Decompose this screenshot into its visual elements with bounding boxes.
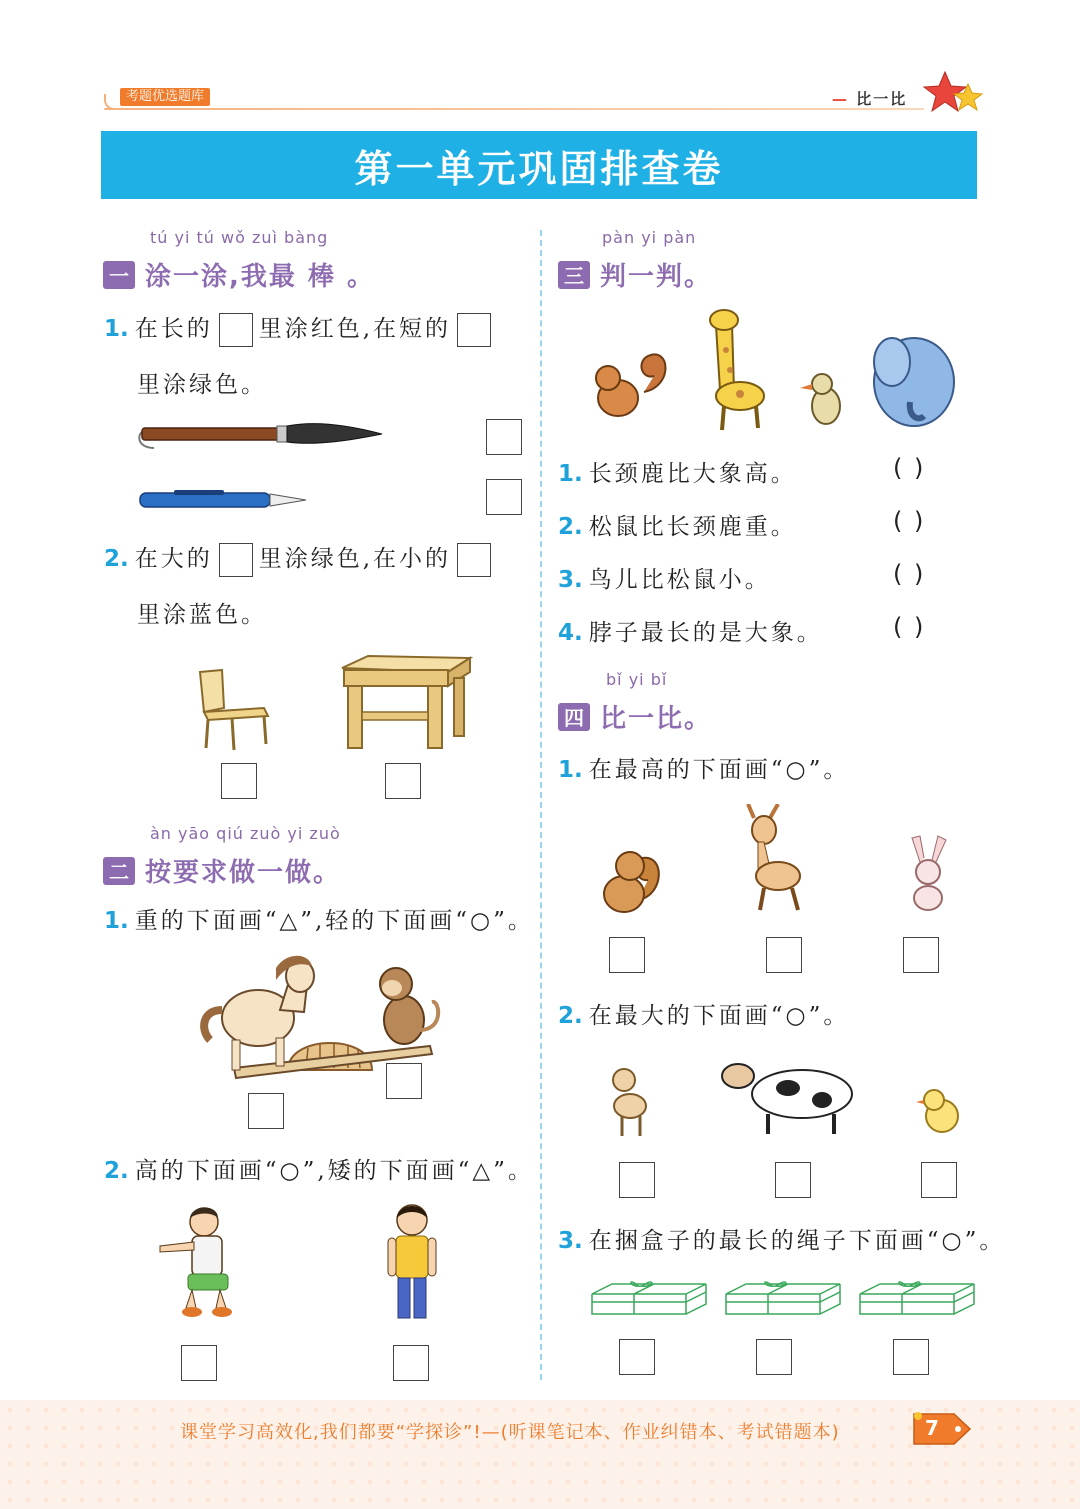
- section3-number: 三: [558, 261, 590, 289]
- answer-paren-2[interactable]: ( ): [893, 507, 926, 535]
- answer-box-monkey[interactable]: [386, 1063, 422, 1099]
- answer-box-deer[interactable]: [766, 937, 802, 973]
- section2-heading: [103, 852, 341, 889]
- s3-item-2-text: 松鼠比长颈鹿重。: [588, 514, 797, 540]
- answer-paren-4[interactable]: ( ): [893, 613, 926, 641]
- s3-item-2-number: 2.: [558, 514, 583, 540]
- section4-heading: [558, 698, 712, 735]
- header-right-text: 比一比: [856, 90, 908, 108]
- s4-q2-number: 2.: [558, 1003, 583, 1029]
- table-image: [338, 654, 474, 752]
- header-tag: 考题优选题库: [120, 88, 210, 106]
- s3-item-2: [558, 508, 797, 541]
- s2-q1-text: 重的下面画“△”,轻的下面画“○”。: [134, 908, 534, 934]
- gift-boxes-image: [588, 1274, 978, 1320]
- s3-item-4-text: 脖子最长的是大象。: [588, 620, 823, 646]
- section3-heading: [558, 256, 712, 293]
- answer-box-cow[interactable]: [775, 1162, 811, 1198]
- footer-slogan: 课堂学习高效化,我们都要“学探诊”!—(听课笔记本、作业纠错本、考试错题本): [180, 1422, 840, 1443]
- section2-pinyin: àn yāo qiú zuò yi zuò: [150, 824, 341, 843]
- s2-q2-number: 2.: [104, 1158, 129, 1184]
- chair-image: [192, 668, 272, 752]
- section4-pinyin: bǐ yi bǐ: [606, 670, 668, 689]
- s3-item-4: [558, 614, 823, 647]
- section4-label: 比一比。: [600, 704, 713, 734]
- s2-q1-number: 1.: [104, 908, 129, 934]
- s3-item-3-text: 鸟儿比松鼠小。: [588, 567, 771, 593]
- squatting-boy-image: [156, 1204, 236, 1322]
- s1-q2-number: 2.: [104, 546, 129, 572]
- answer-box-rabbit[interactable]: [903, 937, 939, 973]
- page-number: 7: [925, 1416, 939, 1440]
- s1-q1-text-a: 在长的: [134, 316, 213, 342]
- brush-image: [132, 418, 387, 458]
- s1-q1-number: 1.: [104, 316, 129, 342]
- s3-item-1: [558, 455, 797, 488]
- s4-q1-text: 在最高的下面画“○”。: [588, 757, 850, 783]
- animals-height-image: [594, 804, 954, 916]
- answer-box-table[interactable]: [385, 763, 421, 799]
- s4-q1: [558, 751, 849, 784]
- s3-item-4-number: 4.: [558, 620, 583, 646]
- section1-label: 涂一涂,我最 棒 。: [145, 262, 375, 292]
- s1-q1-line2: 里涂绿色。: [137, 372, 267, 398]
- title-banner: [101, 131, 977, 199]
- answer-box-pen[interactable]: [486, 479, 522, 515]
- answer-box-fawn[interactable]: [619, 1162, 655, 1198]
- section1-heading: [103, 256, 375, 293]
- s2-q1: [104, 902, 534, 935]
- s3-item-3: [558, 561, 771, 594]
- animals-size-image: [602, 1050, 968, 1140]
- column-divider: [540, 230, 542, 1380]
- answer-box[interactable]: [219, 543, 253, 577]
- s2-q2: [104, 1152, 534, 1185]
- header-right-label: [832, 88, 907, 109]
- answer-box-gift-2[interactable]: [756, 1339, 792, 1375]
- s3-item-1-number: 1.: [558, 461, 583, 487]
- answer-box-chick[interactable]: [921, 1162, 957, 1198]
- pen-image: [134, 486, 309, 516]
- s1-q1-line1: [104, 310, 497, 347]
- s1-q2-line1: [104, 540, 497, 577]
- answer-paren-3[interactable]: ( ): [893, 560, 926, 588]
- answer-box[interactable]: [457, 543, 491, 577]
- section3-label: 判一判。: [600, 262, 713, 292]
- s1-q1-text-b: 里涂红色,在短的: [258, 316, 452, 342]
- answer-box-chair[interactable]: [221, 763, 257, 799]
- animals-judge-image: [584, 306, 964, 434]
- s4-q2: [558, 997, 849, 1030]
- s3-item-1-text: 长颈鹿比大象高。: [588, 461, 797, 487]
- section2-label: 按要求做一做。: [145, 858, 342, 888]
- section3-pinyin: pàn yi pàn: [602, 228, 697, 247]
- s1-q2-text-b: 里涂绿色,在小的: [258, 546, 452, 572]
- answer-paren-1[interactable]: ( ): [893, 454, 926, 482]
- s4-q1-number: 1.: [558, 757, 583, 783]
- answer-box-gift-3[interactable]: [893, 1339, 929, 1375]
- answer-box[interactable]: [219, 313, 253, 347]
- answer-box-brush[interactable]: [486, 419, 522, 455]
- s4-q3-number: 3.: [558, 1228, 583, 1254]
- s1-q2-line2: 里涂蓝色。: [137, 602, 267, 628]
- section1-pinyin: tú yi tú wǒ zuì bàng: [150, 228, 329, 247]
- s1-q2-text-a: 在大的: [134, 546, 213, 572]
- answer-box-squatting-boy[interactable]: [181, 1345, 217, 1381]
- section1-number: 一: [103, 261, 135, 289]
- header-dash: —: [832, 90, 849, 108]
- stars-icon: [920, 70, 990, 120]
- s2-q2-text: 高的下面画“○”,矮的下面画“△”。: [134, 1158, 534, 1184]
- answer-box[interactable]: [457, 313, 491, 347]
- answer-box-gift-1[interactable]: [619, 1339, 655, 1375]
- s4-q2-text: 在最大的下面画“○”。: [588, 1003, 850, 1029]
- answer-box-horse[interactable]: [248, 1093, 284, 1129]
- section4-number: 四: [558, 703, 590, 731]
- section2-number: 二: [103, 857, 135, 885]
- page-title: 第一单元巩固排查卷: [354, 146, 724, 191]
- answer-box-standing-boy[interactable]: [393, 1345, 429, 1381]
- s4-q3-text: 在捆盒子的最长的绳子下面画“○”。: [588, 1228, 1006, 1254]
- answer-box-squirrel[interactable]: [609, 937, 645, 973]
- s4-q3: [558, 1222, 1005, 1255]
- page-tag-icon: [910, 1410, 972, 1448]
- s3-item-3-number: 3.: [558, 567, 583, 593]
- header-rule: [104, 108, 924, 110]
- standing-boy-image: [386, 1202, 438, 1324]
